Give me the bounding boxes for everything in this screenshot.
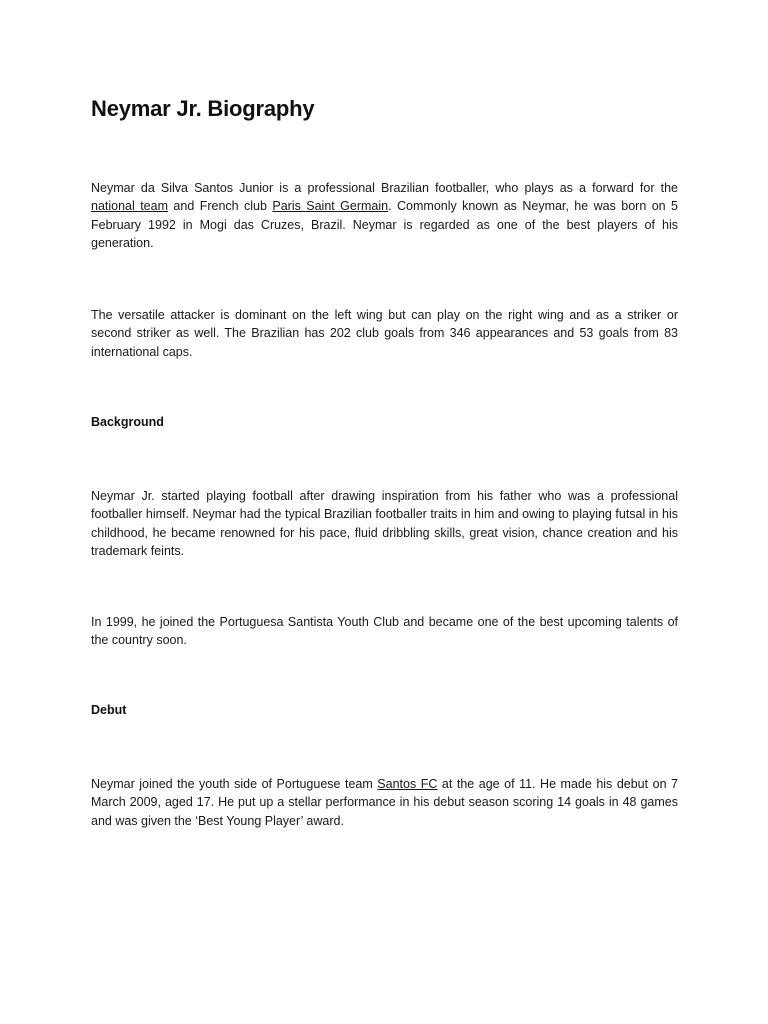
- background-paragraph-1: Neymar Jr. started playing football after drawing inspiration from his father who was a professional footballer himself. Neymar had the typical Brazilian footballer traits in him and owing to playing futsal in his childhood, he became renowned for his pace, fluid dribbling skills, great vision, chance creation and his trademark feints.: [91, 489, 678, 558]
- background-paragraph-2: In 1999, he joined the Portuguesa Santista Youth Club and became one of the best upcoming talents of the country soon.: [91, 615, 678, 648]
- national-team-link[interactable]: national team: [91, 199, 168, 214]
- intro-paragraph-2: The versatile attacker is dominant on the left wing but can play on the right wing and as a striker or second striker as well. The Brazilian has 202 club goals from 346 appearances and 53 goals from 83 international caps.: [91, 308, 678, 359]
- intro-paragraph-1: [91, 179, 678, 252]
- paris-saint-germain-link[interactable]: Paris Saint Germain: [272, 199, 389, 214]
- debut-paragraph-1: [91, 775, 678, 830]
- page-title: Neymar Jr. Biography: [91, 96, 315, 121]
- debut-text-2: at the age of 11. He made his debut on 7 March 2009, aged 17. He put up a stellar performance in his debut season scoring 14 goals in 48 games and was given the ‘Best Young Player’ award.: [91, 777, 678, 828]
- intro-text-3: . Commonly known as Neymar, he was born on 5 February 1992 in Mogi das Cruzes, Brazil. Neymar is regarded as one of the best players of his generation.: [91, 199, 678, 250]
- intro-text-2: and French club: [168, 199, 273, 214]
- debut-heading: Debut: [91, 703, 127, 717]
- santos-fc-link[interactable]: Santos FC: [377, 777, 438, 791]
- intro-text-1: Neymar da Silva Santos Junior is a professional Brazilian footballer, who plays as a forward for the: [91, 181, 678, 195]
- debut-text-1: Neymar joined the youth side of Portuguese team: [91, 777, 378, 791]
- background-heading: Background: [91, 415, 164, 429]
